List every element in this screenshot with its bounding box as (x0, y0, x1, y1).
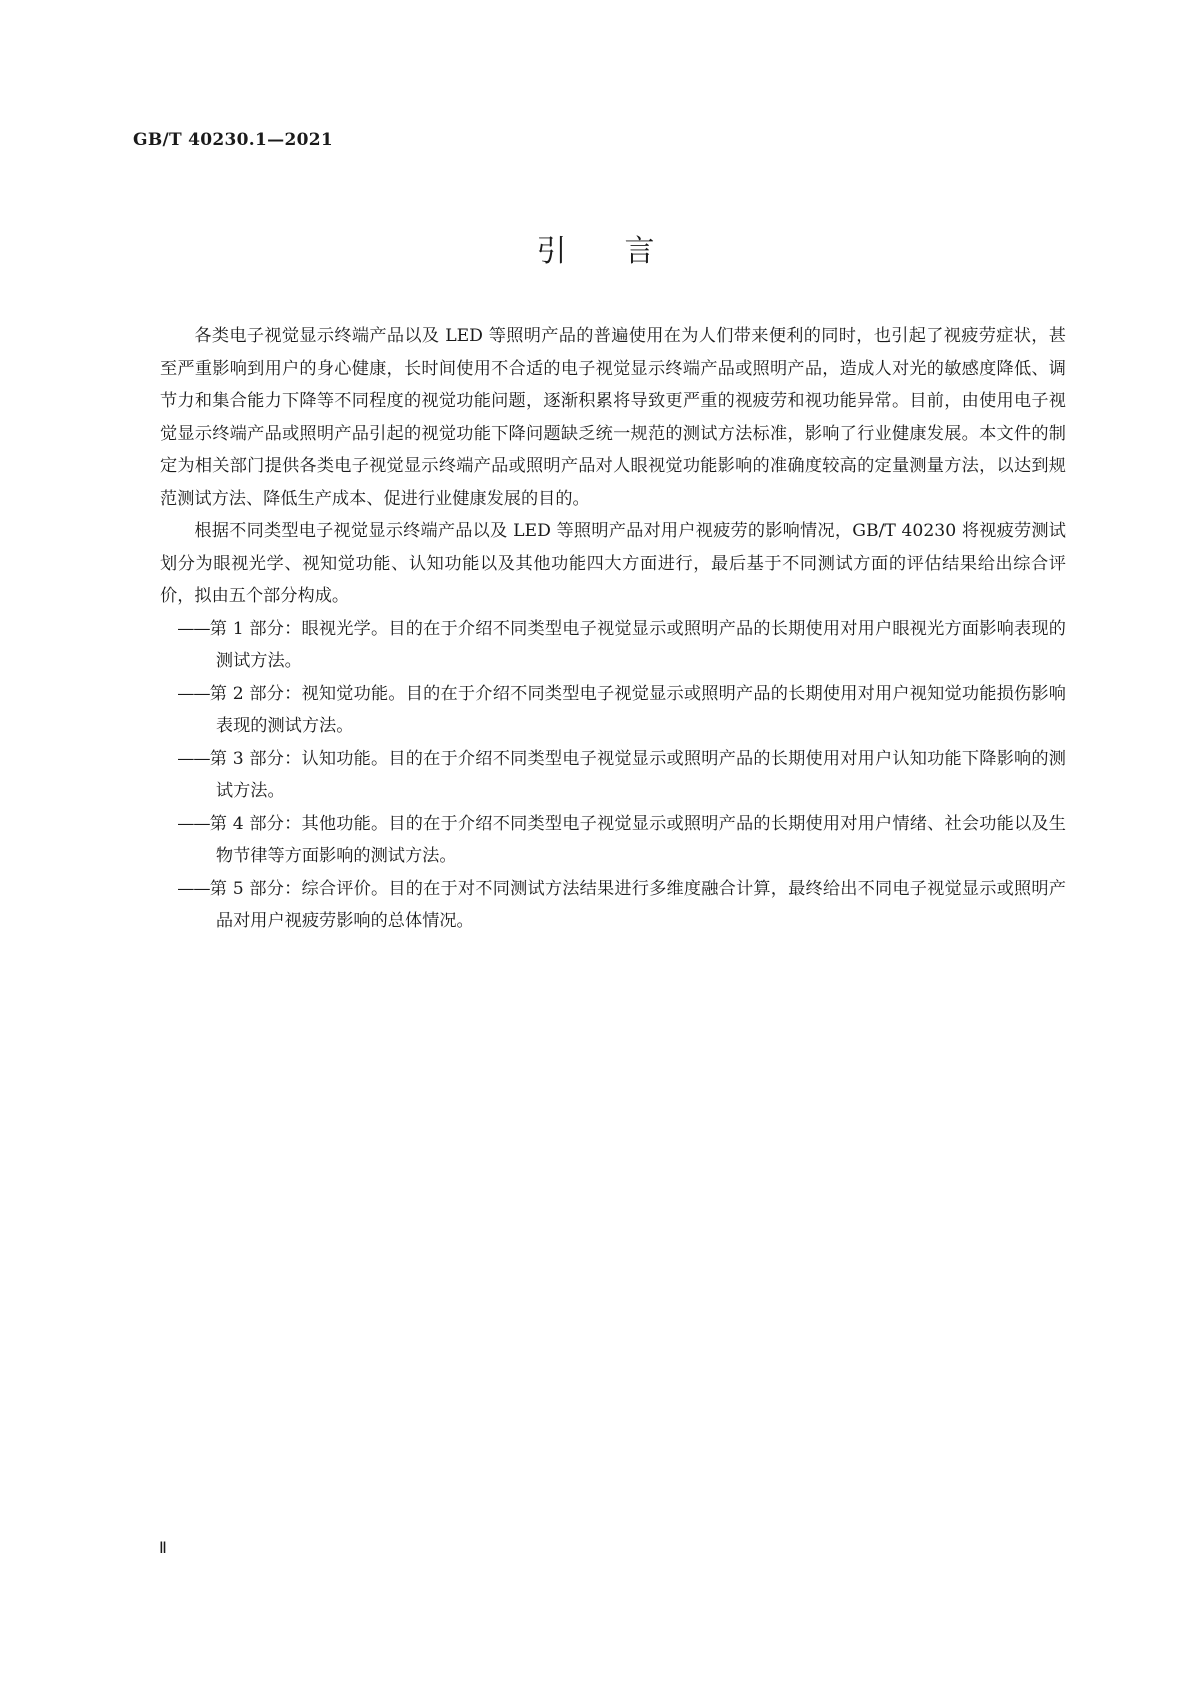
list-marker: —— (177, 683, 210, 704)
list-item (160, 613, 1066, 678)
list-item-text: 第 5 部分：综合评价。目的在于对不同测试方法结果进行多维度融合计算，最终给出不同电子视觉显示或照明产品对用户视疲劳影响的总体情况。 (209, 878, 1066, 931)
list-item-text: 第 2 部分：视知觉功能。目的在于介绍不同类型电子视觉显示或照明产品的长期使用对用户视知觉功能损伤影响表现的测试方法。 (209, 683, 1066, 736)
section-title: 引言 (536, 234, 713, 269)
document-body (160, 320, 1066, 938)
list-marker: —— (177, 618, 210, 639)
list-item (160, 743, 1066, 808)
list-item-text: 第 3 部分：认知功能。目的在于介绍不同类型电子视觉显示或照明产品的长期使用对用户认知功能下降影响的测试方法。 (209, 748, 1066, 801)
standard-code: GB/T 40230.1—2021 (133, 130, 333, 150)
list-item (160, 873, 1066, 938)
list-marker: —— (177, 748, 210, 769)
parts-list (160, 613, 1066, 938)
list-marker: —— (177, 878, 210, 899)
list-item-text: 第 4 部分：其他功能。目的在于介绍不同类型电子视觉显示或照明产品的长期使用对用户情绪、社会功能以及生物节律等方面影响的测试方法。 (209, 813, 1066, 866)
list-item-text: 第 1 部分：眼视光学。目的在于介绍不同类型电子视觉显示或照明产品的长期使用对用户眼视光方面影响表现的测试方法。 (209, 618, 1066, 671)
list-item (160, 808, 1066, 873)
paragraph-structure: 根据不同类型电子视觉显示终端产品以及 LED 等照明产品对用户视疲劳的影响情况，GB/T 40230 将视疲劳测试划分为眼视光学、视知觉功能、认知功能以及其他功能四大方面进行，最后基于不同测试方面的评估结果给出综合评价，拟由五个部分构成。 (160, 521, 1066, 606)
paragraph-intro: 各类电子视觉显示终端产品以及 LED 等照明产品的普遍使用在为人们带来便利的同时，也引起了视疲劳症状，甚至严重影响到用户的身心健康，长时间使用不合适的电子视觉显示终端产品或照明产品，造成人对光的敏感度降低、调节力和集合能力下降等不同程度的视觉功能问题，逐渐积累将导致更严重的视疲劳和视功能异常。目前，由使用电子视觉显示终端产品或照明产品引起的视觉功能下降问题缺乏统一规范的测试方法标准，影响了行业健康发展。本文件的制定为相关部门提供各类电子视觉显示终端产品或照明产品对人眼视觉功能影响的准确度较高的定量测量方法，以达到规范测试方法、降低生产成本、促进行业健康发展的目的。 (160, 326, 1066, 509)
page-number: Ⅱ (159, 1538, 167, 1557)
list-marker: —— (177, 813, 210, 834)
list-item (160, 678, 1066, 743)
